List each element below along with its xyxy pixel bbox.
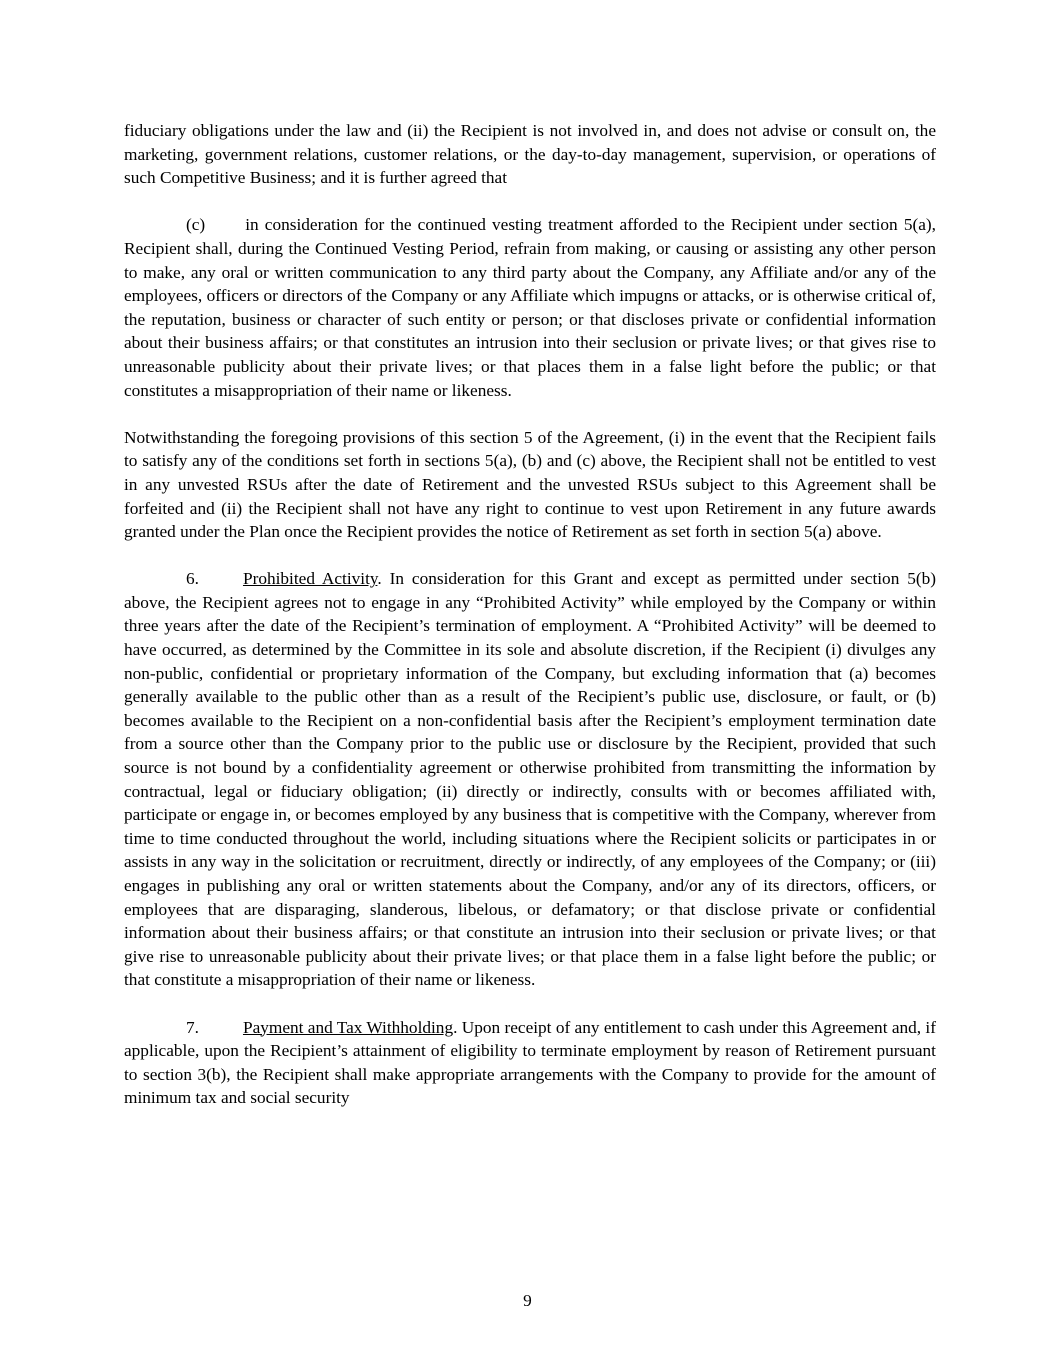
clause-c-label: (c): [186, 215, 206, 235]
page-number: 9: [523, 1291, 532, 1311]
document-body: [124, 119, 936, 1134]
paragraph-continuation: fiduciary obligations under the law and (ii) the Recipient is not involved in, and does not advise or consult on, the marketing, government relations, customer relations, or the day-to-day management, supervision, or operations of such Competitive Business; and it is further agreed that: [124, 121, 936, 188]
paragraph-section-7: [124, 1016, 936, 1110]
section-6-number: 6.: [186, 569, 199, 589]
section-7-text: . Upon receipt of any entitlement to cash under this Agreement and, if applicable, upon the Recipient’s attainment of eligibility to terminate employment by reason of Retirement pursuant to section 3(b), the Recipient shall make appropriate arrangements with the Company to provide for the amount of minimum tax and social security: [124, 1017, 936, 1108]
section-7-number: 7.: [186, 1017, 199, 1037]
paragraph-notwithstanding: Notwithstanding the foregoing provisions of this section 5 of the Agreement, (i) in the event that the Recipient fails to satisfy any of the conditions set forth in sections 5(a), (b) and (c) above, the Recipient shall not be entitled to vest in any unvested RSUs after the date of Retirement and the unvested RSUs subject to this Agreement shall be forfeited and (ii) the Recipient shall not have any right to continue to vest upon Retirement in any future awards granted under the Plan once the Recipient provides the notice of Retirement as set forth in section 5(a) above.: [124, 427, 936, 542]
clause-c-text: in consideration for the continued vesting treatment afforded to the Recipient under section 5(a), Recipient shall, during the Continued Vesting Period, refrain from making, or causing or assisting any other person to make, any oral or written communication to any third party about the Company, any Affiliate and/or any of the employees, officers or directors of the Company or any Affiliate which impugns or attacks, or is otherwise critical of, the reputation, business or character of such entity or person; or that discloses private or confidential information about their business affairs; or that constitutes an intrusion into their seclusion or private lives; or that gives rise to unreasonable publicity about their private lives; or that places them in a false light before the public; or that constitutes a misappropriation of their name or likeness.: [124, 215, 936, 400]
paragraph-section-6: [124, 567, 936, 992]
section-6-heading: Prohibited Activity: [242, 569, 378, 589]
section-6-text: . In consideration for this Grant and except as permitted under section 5(b) above, the Recipient agrees not to engage in any “Prohibited Activity” while employed by the Company or within three years after the date of the Recipient’s termination of employment. A “Prohibited Activity” will be deemed to have occurred, as determined by the Committee in its sole and absolute discretion, if the Recipient (i) divulges any non-public, confidential or proprietary information of the Company, but excluding information that (a) becomes generally available to the public other than as a result of the Recipient’s public use, disclosure, or fault, or (b) becomes available to the Recipient on a non-confidential basis after the Recipient’s employment termination date from a source other than the Company prior to the public use or disclosure by the Recipient, provided that such source is not bound by a confidentiality agreement or otherwise prohibited from transmitting the information by contractual, legal or fiduciary obligation; (ii) directly or indirectly, consults with or becomes affiliated with, participate or engage in, or becomes employed by any business that is competitive with the Company, wherever from time to time conducted throughout the world, including situations where the Recipient solicits or participates in or assists in any way in the solicitation or recruitment, directly or indirectly, of any employees of the Company; or (iii) engages in publishing any oral or written statements about the Company, and/or any of its directors, officers, or employees that are disparaging, slanderous, libelous, or defamatory; or that disclose private or confidential information about their business affairs; or that constitute an intrusion into their seclusion or private lives; or that give rise to unreasonable publicity about their private lives; or that place them in a false light before the public; or that constitute a misappropriation of their name or likeness.: [124, 569, 937, 990]
paragraph-clause-c: [124, 213, 936, 402]
section-7-heading: Payment and Tax Withholding: [242, 1017, 454, 1037]
